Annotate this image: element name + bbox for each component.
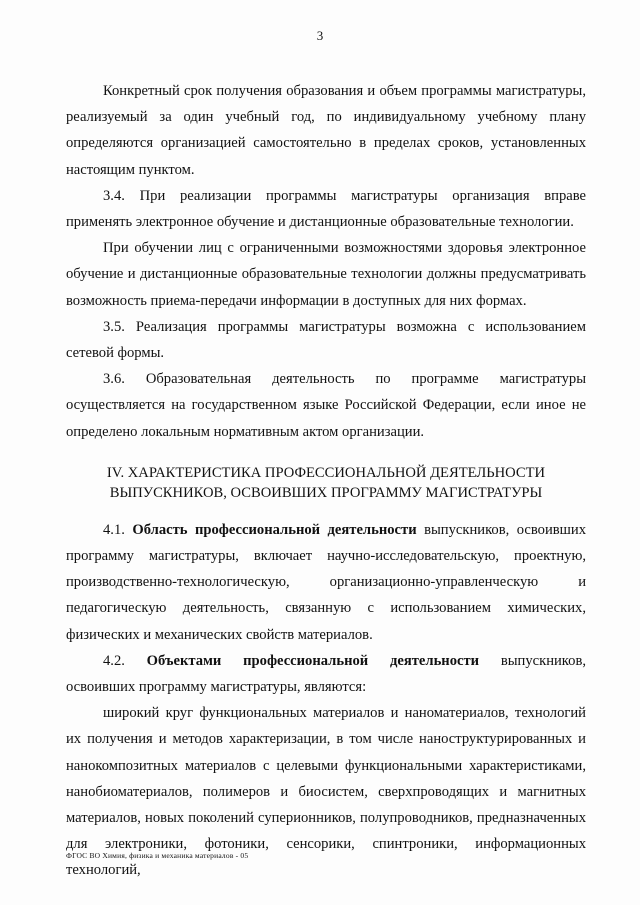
page-number: 3 — [316, 28, 324, 43]
document-body — [66, 78, 586, 884]
paragraph-3-6: 3.6. Образовательная деятельность по программе магистратуры осуществляется на государственном языке Российской Федерации, если иное не определено локальным нормативным актом организации. — [66, 371, 586, 440]
section-heading — [66, 463, 586, 503]
paragraph-3-5: 3.5. Реализация программы магистратуры возможна с использованием сетевой формы. — [66, 318, 586, 362]
section-heading-line1: IV. ХАРАКТЕРИСТИКА ПРОФЕССИОНАЛЬНОЙ ДЕЯТЕЛЬНОСТИ — [106, 464, 546, 481]
paragraph-4-2-text: выпускников, освоивших программу магистратуры, являются: — [66, 652, 586, 696]
paragraph-4-2-term: Объектами профессиональной деятельности — [146, 652, 480, 669]
paragraph-3-4: 3.4. При реализации программы магистратуры организация вправе применять электронное обучение и дистанционные образовательные технологии. — [66, 187, 586, 231]
section-heading-line2: ВЫПУСКНИКОВ, ОСВОИВШИХ ПРОГРАММУ МАГИСТРАТУРЫ — [109, 484, 543, 501]
footer-note: ФГОС ВО Химия, физика и механика материалов - 05 — [66, 851, 249, 860]
paragraph-disabilities: При обучении лиц с ограниченными возможностями здоровья электронное обучение и дистанционные образовательные технологии должны предусматривать возможность приема-передачи информации в доступных для них формах. — [66, 240, 586, 309]
paragraph-4-1-number: 4.1. — [103, 521, 133, 538]
paragraph-4-2-number: 4.2. — [103, 652, 147, 669]
paragraph-4-1 — [66, 517, 586, 648]
paragraph-4-1-text: выпускников, освоивших программу магистратуры, включает научно-исследовательскую, проектную, производственно-технологическую, организационно-управленческую и педагогическую деятельность, связанную с использованием химических, физических и механических свойств материалов. — [66, 521, 586, 643]
paragraph-study-period: Конкретный срок получения образования и объем программы магистратуры, реализуемый за один учебный год, по индивидуальному учебному плану определяются организацией самостоятельно в пределах сроков, установленных настоящим пунктом. — [66, 83, 586, 178]
paragraph-4-1-term: Область профессиональной деятельности — [132, 521, 417, 538]
paragraph-4-2 — [66, 648, 586, 700]
paragraph-objects-list: широкий круг функциональных материалов и наноматериалов, технологий их получения и методов характеризации, в том числе наноструктурированных и нанокомпозитных материалов с целевыми функциональными характеристиками, нанобиоматериалов, полимеров и биосистем, сверхпроводящих и магнитных материалов, новых поколений суперионников, полупроводников, предназначенных для электроники, фотоники, сенсорики, спинтроники, информационных технологий, — [66, 705, 586, 879]
